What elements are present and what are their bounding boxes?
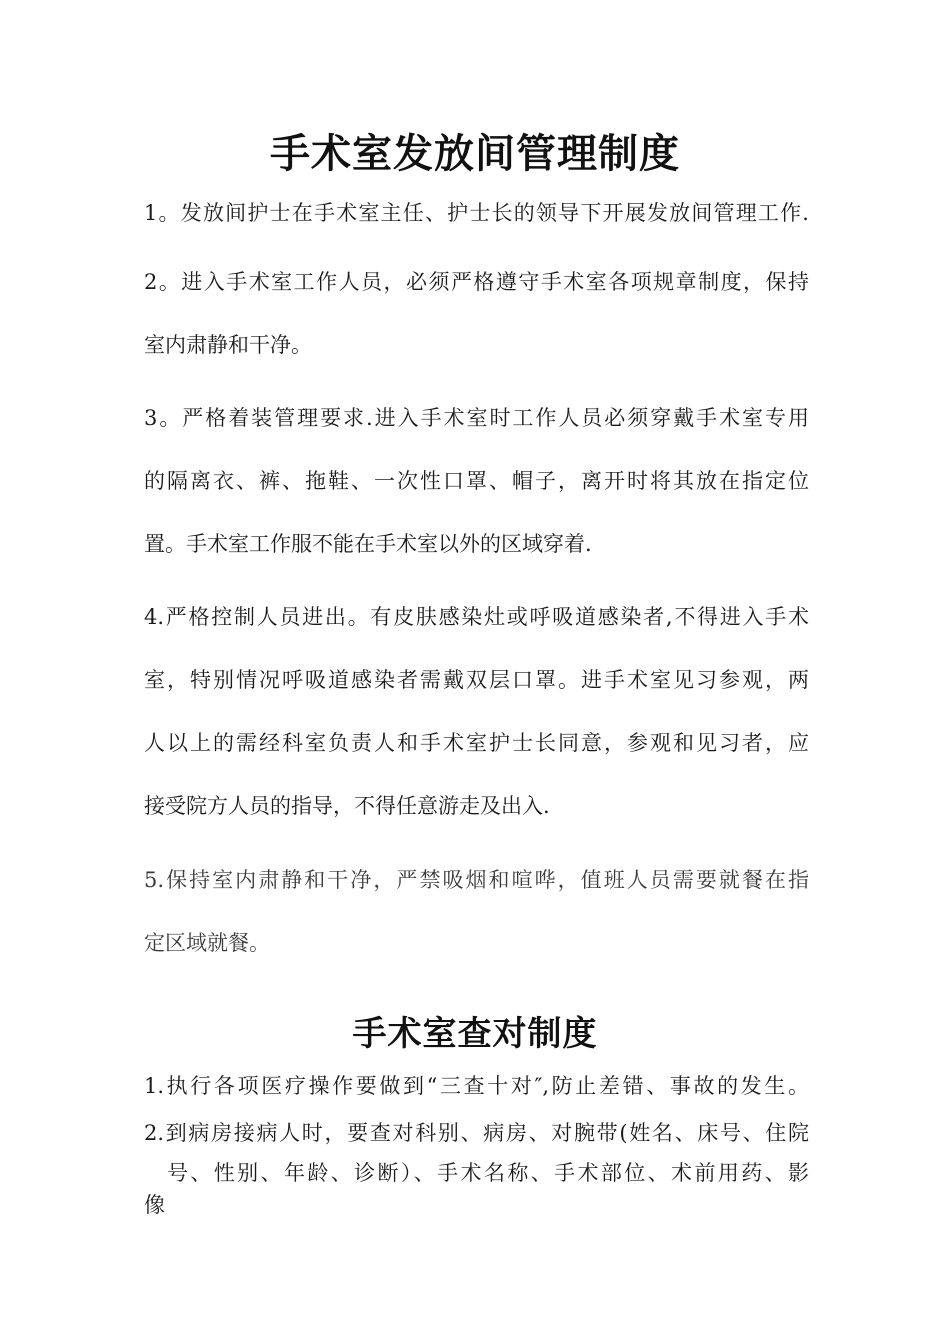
paragraph-line: 2.到病房接病人时，要查对科别、病房、对腕带(姓名、床号、住院 bbox=[144, 1121, 809, 1145]
paragraph-line: 人以上的需经科室负责人和手术室护士长同意，参观和见习者，应 bbox=[144, 731, 809, 755]
paragraph-line: 接受院方人员的指导，不得任意游走及出入. bbox=[144, 794, 550, 818]
section-title-verification: 手术室查对制度 bbox=[352, 1014, 598, 1054]
paragraph-line: 像 bbox=[144, 1193, 165, 1217]
paragraph-line: 3。严格着装管理要求.进入手术室时工作人员必须穿戴手术室专用 bbox=[144, 406, 809, 430]
paragraph-line: 1。发放间护士在手术室主任、护士长的领导下开展发放间管理工作. bbox=[144, 201, 809, 225]
section-title-dispensing-room: 手术室发放间管理制度 bbox=[270, 131, 680, 177]
paragraph-line: 4.严格控制人员进出。有皮肤感染灶或呼吸道感染者,不得进入手术 bbox=[144, 605, 809, 629]
paragraph-line: 定区域就餐。 bbox=[144, 931, 270, 955]
paragraph-line: 室内肃静和干净。 bbox=[144, 333, 312, 357]
paragraph-line: 号、性别、年龄、诊断）、手术名称、手术部位、术前用药、影 bbox=[167, 1161, 809, 1185]
paragraph-line: 的隔离衣、裤、拖鞋、一次性口罩、帽子，离开时将其放在指定位 bbox=[144, 469, 809, 493]
paragraph-line: 室，特别情况呼吸道感染者需戴双层口罩。进手术室见习参观，两 bbox=[144, 668, 809, 692]
paragraph-line: 2。进入手术室工作人员，必须严格遵守手术室各项规章制度，保持 bbox=[144, 270, 809, 294]
paragraph-line: 5.保持室内肃静和干净，严禁吸烟和喧哗，值班人员需要就餐在指 bbox=[144, 868, 809, 892]
paragraph-line: 置。手术室工作服不能在手术室以外的区域穿着. bbox=[144, 532, 592, 556]
paragraph-line: 1.执行各项医疗操作要做到“三查十对″,防止差错、事故的发生。 bbox=[144, 1074, 809, 1098]
